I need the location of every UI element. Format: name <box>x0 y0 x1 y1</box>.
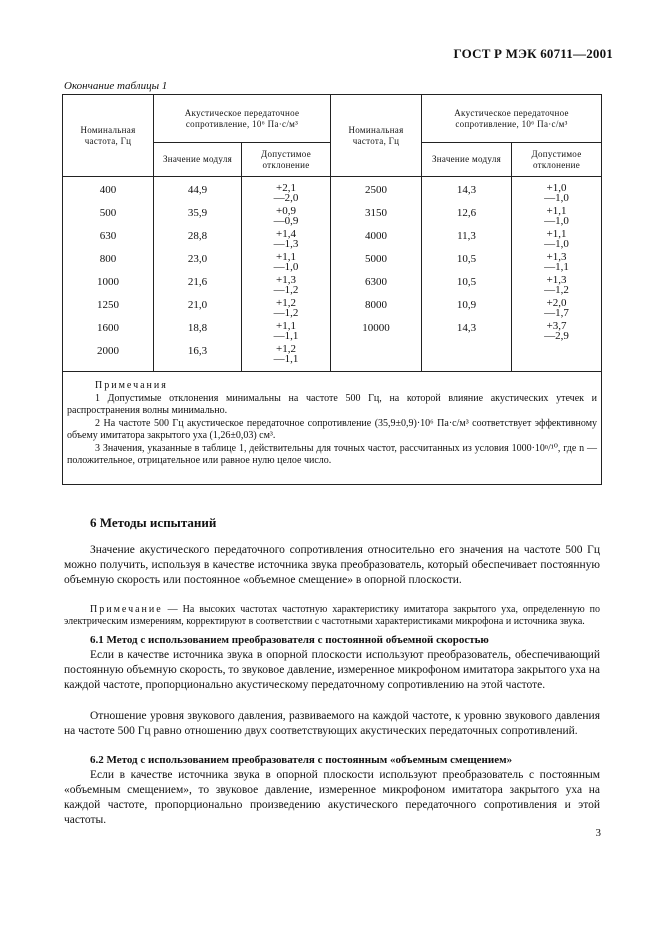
deviation-cell <box>242 229 330 252</box>
subsection-6-2-title: 6.2 Метод с использованием преобразователя с постоянным «объемным смещением» <box>90 754 513 766</box>
frequency-cell: 3150 <box>365 207 388 219</box>
deviation-plus: +1,1 <box>276 320 296 332</box>
deviation-cell <box>512 275 601 298</box>
table-body-row <box>63 177 602 372</box>
section-note-text: — На высоких частотах частотную характеристику имитатора закрытого уха, определенную по электрическим измерениям, корректируют в соответствии с частотными характеристиками микрофона и источника звука. <box>64 604 600 627</box>
deviation-cell <box>512 252 601 275</box>
col-mod-left <box>154 177 242 372</box>
deviation-cell <box>512 183 601 206</box>
header-frequency-right: Номинальная частота, Гц <box>331 95 422 177</box>
frequency-cell: 4000 <box>365 230 388 242</box>
impedance-table <box>62 94 602 485</box>
deviation-minus: —1,1 <box>273 330 299 342</box>
col-freq-right <box>331 177 422 372</box>
frequency-cell: 6300 <box>365 276 388 288</box>
subsection-6-1-title: 6.1 Метод с использованием преобразователя с постоянной объемной скоростью <box>90 634 489 646</box>
modulus-cell: 23,0 <box>187 253 208 265</box>
frequency-cell: 5000 <box>365 253 388 265</box>
frequency-cell: 400 <box>99 184 117 196</box>
deviation-plus: +1,2 <box>276 297 296 309</box>
subsection-6-1-paragraph-1: Если в качестве источника звука в опорной плоскости используют преобразователь, обеспечивающий постоянную объемную скорость, то звуковое давление, измеренное микрофоном имитатора закрытого уха на каждой частоте, пропорционально акустическому передаточному сопротивлению на этой частоте. <box>64 649 600 691</box>
modulus-cell: 28,8 <box>187 230 208 242</box>
frequency-cell: 2500 <box>365 184 388 196</box>
deviation-minus: —1,2 <box>273 284 299 296</box>
header-deviation-right: Допустимое отклонение <box>512 143 602 177</box>
deviation-cell <box>242 321 330 344</box>
col-dev-right <box>512 177 602 372</box>
modulus-cell: 14,3 <box>456 184 477 196</box>
frequency-cell: 2000 <box>97 345 119 357</box>
notes-title: Примечания <box>95 380 168 391</box>
deviation-minus: —1,0 <box>544 238 569 250</box>
deviation-plus: +1,0 <box>546 182 567 194</box>
note-3: 3 Значения, указанные в таблице 1, действительны для точных частот, рассчитанных из условия 1000·10ⁿ/¹⁰, где n — положительное, отрицательное или равное нулю целое число. <box>67 442 598 466</box>
section-note <box>64 604 600 628</box>
frequency-cell: 10000 <box>362 322 390 334</box>
modulus-cell: 44,9 <box>187 184 208 196</box>
header-impedance-left: Акустическое передаточное сопротивление, 10⁶ Па·с/м³ <box>154 95 331 143</box>
modulus-cell: 11,3 <box>457 230 476 242</box>
deviation-cell <box>512 321 601 344</box>
section-note-label: Примечание <box>90 604 163 615</box>
deviation-plus: +1,3 <box>546 274 567 286</box>
header-modulus-right: Значение модуля <box>422 143 512 177</box>
modulus-cell: 10,5 <box>456 253 477 265</box>
document-header: ГОСТ Р МЭК 60711—2001 <box>453 46 613 61</box>
deviation-cell <box>242 275 330 298</box>
page-number: 3 <box>595 827 601 839</box>
deviation-plus: +0,9 <box>276 205 296 217</box>
deviation-plus: +2,0 <box>546 297 567 309</box>
modulus-cell: 21,6 <box>187 276 208 288</box>
modulus-cell: 35,9 <box>187 207 208 219</box>
frequency-cell: 800 <box>99 253 117 265</box>
deviation-minus: —2,9 <box>544 330 569 342</box>
col-mod-right <box>422 177 512 372</box>
deviation-cell <box>242 344 330 367</box>
table-caption: Окончание таблицы 1 <box>64 80 168 92</box>
header-deviation-left: Допустимое отклонение <box>242 143 331 177</box>
header-modulus-left: Значение модуля <box>154 143 242 177</box>
subsection-6-1-paragraph-2: Отношение уровня звукового давления, развиваемого на каждой частоте, к уровню звукового давления на частоте 500 Гц равно отношению двух соответствующих акустических передаточных сопротивлений. <box>64 710 600 737</box>
deviation-minus: —1,1 <box>273 353 299 365</box>
note-2: 2 На частоте 500 Гц акустическое передаточное сопротивление (35,9±0,9)·10⁶ Па·с/м³ соответствует эффективному объему имитатора закрытого уха (1,26±0,03) см³. <box>67 417 598 441</box>
deviation-minus: —1,7 <box>544 307 569 319</box>
deviation-plus: +3,7 <box>546 320 567 332</box>
col-dev-left <box>242 177 331 372</box>
deviation-cell <box>242 252 330 275</box>
deviation-cell <box>512 206 601 229</box>
deviation-cell <box>512 298 601 321</box>
deviation-plus: +1,1 <box>276 251 296 263</box>
section-paragraph-1: Значение акустического передаточного сопротивления относительно его значения на частоте 500 Гц можно получить, используя в качестве источника звука преобразователь, который обеспечивает постоянную объемную скорость или постоянное «объемное смещение» в опорной плоскости. <box>64 544 600 586</box>
notes-cell <box>63 372 602 485</box>
deviation-cell <box>242 206 330 229</box>
note-1: 1 Допустимые отклонения минимальны на частоте 500 Гц, на которой влияние акустических утечек и распространения волны минимально. <box>67 392 598 416</box>
deviation-minus: —1,2 <box>544 284 569 296</box>
deviation-plus: +2,1 <box>276 182 296 194</box>
deviation-minus: —1,1 <box>544 261 569 273</box>
deviation-cell <box>512 229 601 252</box>
modulus-cell: 16,3 <box>187 345 208 357</box>
deviation-plus: +1,3 <box>276 274 296 286</box>
frequency-cell: 1000 <box>97 276 119 288</box>
deviation-minus: —1,2 <box>273 307 299 319</box>
modulus-cell: 10,9 <box>456 299 477 311</box>
deviation-plus: +1,3 <box>546 251 567 263</box>
deviation-minus: —2,0 <box>273 192 299 204</box>
deviation-plus: +1,2 <box>276 343 296 355</box>
deviation-minus: —1,0 <box>544 192 569 204</box>
deviation-minus: —1,3 <box>273 238 299 250</box>
deviation-minus: —0,9 <box>273 215 299 227</box>
header-frequency-left: Номинальная частота, Гц <box>63 95 154 177</box>
modulus-cell: 12,6 <box>456 207 477 219</box>
deviation-plus: +1,4 <box>276 228 296 240</box>
frequency-cell: 8000 <box>365 299 388 311</box>
deviation-cell <box>242 298 330 321</box>
deviation-minus: —1,0 <box>273 261 299 273</box>
frequency-cell: 1250 <box>97 299 119 311</box>
header-impedance-right: Акустическое передаточное сопротивление, 10⁶ Па·с/м³ <box>422 95 602 143</box>
modulus-cell: 14,3 <box>456 322 477 334</box>
modulus-cell: 10,5 <box>456 276 477 288</box>
subsection-6-2-paragraph-1: Если в качестве источника звука в опорной плоскости используют преобразователь с постоянным «объемным смещением», то звуковое давление, измеренное микрофоном имитатора закрытого уха на каждой частоте, пропорционально произведению акустического передаточного сопротивления и этой частоты. <box>64 769 600 826</box>
section-title: 6 Методы испытаний <box>90 515 217 530</box>
frequency-cell: 630 <box>99 230 117 242</box>
modulus-cell: 21,0 <box>187 299 208 311</box>
col-freq-left <box>63 177 154 372</box>
deviation-minus: —1,0 <box>544 215 569 227</box>
deviation-plus: +1,1 <box>546 205 567 217</box>
frequency-cell: 500 <box>99 207 117 219</box>
modulus-cell: 18,8 <box>187 322 208 334</box>
deviation-cell <box>242 183 330 206</box>
frequency-cell: 1600 <box>97 322 119 334</box>
deviation-plus: +1,1 <box>546 228 567 240</box>
